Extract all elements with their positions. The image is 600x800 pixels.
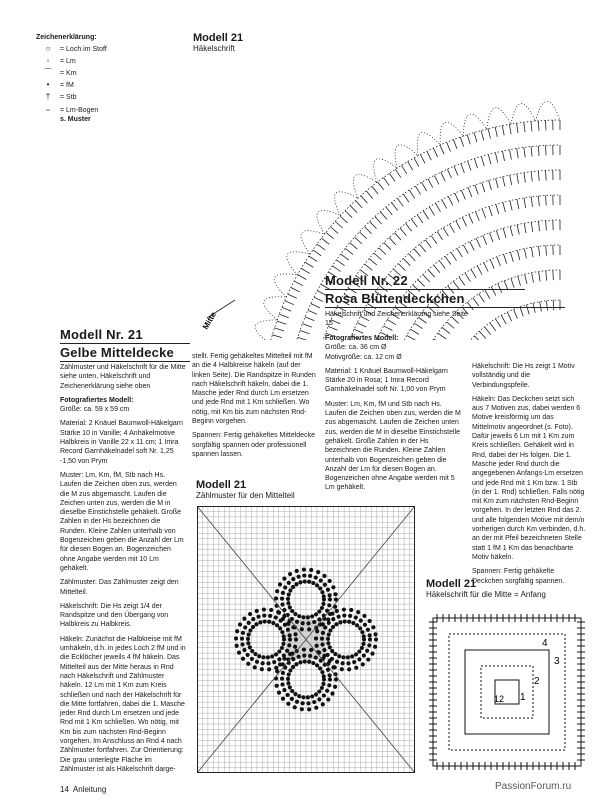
center-chart-heading: [426, 578, 546, 599]
legend-label: = fM: [60, 82, 74, 89]
model21-intro: Zählmuster und Häkelschrift für die Mitte siehe unten, Häkelschrift und Zeichenerklärung siehe oben: [60, 364, 186, 390]
model22-title: Modell Nr. 22: [325, 273, 408, 288]
model21-zaehlmuster: Zählmuster: Das Zählmuster zeigt den Mittelteil.: [60, 579, 179, 596]
legend-symbol: •: [46, 80, 50, 89]
model21-spannen: Spannen: Fertig gehäkeltes Mitteldecke sorgfältig spannen oder professionell spannen lassen.: [192, 432, 315, 458]
model22-spannen: Spannen: Fertig gehäkelte Deckchen sorgfältig spannen.: [472, 568, 565, 585]
model22-size-2: Motivgröße: ca. 12 cm Ø: [325, 353, 402, 361]
center-chart-subtitle: Häkelschrift für die Mitte = Anfang: [426, 590, 546, 599]
legend-label: s. Muster: [60, 116, 91, 123]
model22-col2: [472, 362, 586, 591]
legend-symbol: †: [45, 92, 51, 101]
count-chart-heading: [196, 479, 295, 500]
count-chart-title: Modell 21: [196, 479, 247, 491]
legend-symbol: ○: [45, 44, 51, 53]
count-chart-subtitle: Zählmuster für den Mittelteil: [196, 491, 295, 500]
count-chart: [197, 506, 415, 773]
round-label-1: 1: [520, 692, 526, 703]
round-label-12: 12: [494, 694, 505, 704]
model22-haekelschrift: Häkelschrift: Die Hs zeigt 1 Motiv vollständig und die Verbindungspfeile.: [472, 363, 575, 389]
model21-subtitle: Gelbe Mitteldecke: [60, 345, 174, 360]
model21-material: Material: 2 Knäuel Baumwoll-Häkelgarn Stärke 10 in Vanille; 4 Anhäkelmotive Halbkreis in Vanille 22 x 11 cm; 1 Imra Record Garnhäkelnadel soft Nr. 1,25 -1,50 von Prym: [60, 420, 183, 465]
model21-haekeln-cont: stellt. Fertig gehäkeltes Mittelteil mit fM an die 4 Halbkreise häkeln (auf der linken Seite). Die Randspitze in Runden nach Häkelschrift häkeln, dabei die 1. Masche jeder Rnd durch Lm ersetzen und jede Rnd mit 1 Km schließen. Wo nötig, mit Km bis zum nächsten Rnd-Beginn vorgehen.: [192, 353, 316, 426]
center-chart-title: Modell 21: [426, 578, 477, 590]
legend-title: Zeichenerklärung:: [36, 34, 97, 41]
model21-haekelschrift: Häkelschrift: Die Hs zeigt 1/4 der Randspitze und den Übergang von Halbkreis zu Halbkreis.: [60, 602, 169, 629]
model21-header: [60, 327, 190, 364]
model21-haekeln: Häkeln: Zunächst die Halbkreise mit fM umhäkeln, d.h. in jedes Loch 2 fM und in die Ecklöcher jeweils 4 fM häkeln. Das Mittelteil aus der Mitte heraus in Rnd nach Häkelschrift und Zählmuster häkeln. 12 Lm mit 1 Km zum Kreis schließen und nach der Häkelschrift für die Mitte fortfahren, dabei die 1. Masche jeder Rnd durch Lm ersetzen und jede Rnd mit 1 Km schließen. Wo nötig, mit Km bis zum nächsten Rnd-Beginn vorgehen. Im Anschluss an Rnd 4 nach Zählmuster fortfahren. Zur Orientierung: Die grau unterlegte Fläche im Zählmuster ist als Häkelschrift darge-: [60, 635, 186, 773]
model22-col1: [325, 334, 465, 498]
model21-muster: Muster: Lm, Km, fM, Stb nach Hs. Laufen die Zeichen oben zus, werden die M zus abgemascht. Laufen die Zeichen unten zus, werden die M in dieselbe Einstichstelle gehäkelt. Große Zahlen in der Hs bezeichnen die Runden. Kleine Zahlen unterhalb von Bogenzeichen geben die Anzahl der Lm für diesen Bogen an. Bogenzeichen ohne Angabe werden mit 10 Lm gehäkelt.: [60, 471, 184, 572]
round-label-2: 2: [534, 676, 540, 687]
model21-size: Größe: ca. 59 x 59 cm: [60, 406, 130, 414]
legend-symbol: ⌣: [45, 105, 51, 114]
model22-haekeln: Häkeln: Das Deckchen setzt sich aus 7 Motiven zus, dabei werden 6 Motive kreisförmig um das Mittelmotiv angeordnet (s. Foto). Dafür jeweils 6 Lm mit 1 Km zum Kreis schließen. Gehäkelt wird in Rnd, dabei der Hs folgen. Die 1. Masche jeder Rnd durch die angegebenen Anfangs-Lm ersetzen und jede Rnd mit 1 Km bzw. 1 Stb (in der 1. Rnd) schließen. Falls nötig mit Km zum nächsten Rnd-Beginn vorgehen. In der letzten Rnd das 2. und alle folgenden Motive mit dem/n vorherigen durch Km verbinden, d.h. an der mit Pfeil bezeichneten Stelle statt 1 fM 1 Km das benachbarte Motiv häkeln.: [472, 395, 586, 561]
legend-symbol: ◦: [46, 56, 50, 65]
model21-col2: [192, 352, 320, 464]
page-number: 14: [60, 785, 69, 794]
legend-symbol: ⌒: [44, 68, 52, 77]
model21-fp-heading: Fotografiertes Modell:: [60, 396, 134, 404]
model21-col1: [60, 363, 188, 779]
legend-label: = Stb: [60, 94, 77, 101]
center-crochet-chart: [424, 604, 590, 774]
model22-header: [325, 273, 565, 328]
model22-size-1: Größe: ca. 36 cm Ø: [325, 344, 387, 352]
model22-subtitle: Rosa Blütendeckchen: [325, 291, 465, 306]
watermark: PassionForum.ru: [495, 781, 572, 792]
model22-fp-heading: Fotografiertes Modell:: [325, 335, 399, 342]
legend-label: = Loch im Stoff: [60, 46, 107, 53]
legend-label: = Lm-Bogen: [60, 107, 99, 114]
legend-label: = Km: [60, 70, 77, 77]
round-label-4: 4: [542, 638, 548, 649]
model22-muster: Muster: Lm, Km, fM und Stb nach Hs. Laufen die Zeichen oben zus, werden die M zus abgemascht. Laufen die Zeichen unten zus, werden die M in dieselbe Einstichstelle gehäkelt. Große Zahlen in der Hs bezeichnen die Runden. Kleine Zahlen unterhalb von Bogenzeichen geben die Anzahl der Lm für diesen Bogen an. Bogenzeichen ohne Angabe werden mit 5 Lm gehäkelt.: [325, 400, 461, 492]
model22-material: Material: 1 Knäuel Baumwoll-Häkelgarn Stärke 20 in Rosa; 1 Imra Record Garnhäkelnadel soft Nr. 1,00 von Prym: [325, 367, 448, 394]
top-chart-title: Modell 21: [193, 32, 244, 44]
section-name: Anleitung: [72, 785, 107, 794]
round-label-3: 3: [554, 656, 560, 667]
model21-title: Modell Nr. 21: [60, 327, 143, 342]
model22-intro: Häkelschrift und Zeichenerklärung siehe Seite 15: [325, 311, 468, 327]
legend-label: = Lm: [60, 58, 76, 65]
mitte-label: Mitte: [200, 310, 219, 331]
top-chart-subtitle: Häkelschrift: [193, 44, 235, 53]
footer-left: [60, 785, 106, 794]
